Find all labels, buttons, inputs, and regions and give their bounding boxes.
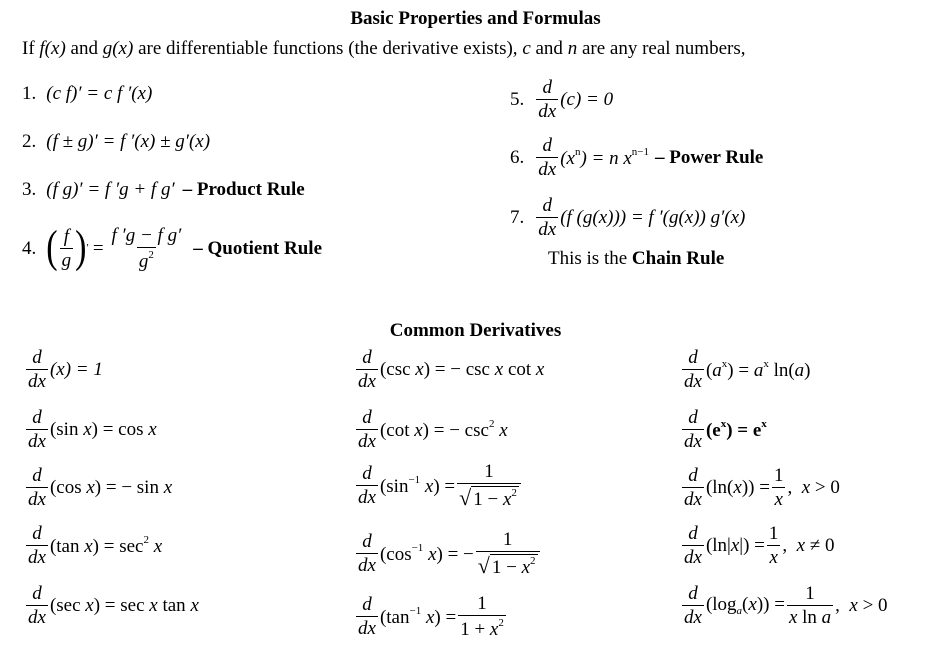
chain-rule-note [548,248,724,270]
intro-part-5: are any real numbers, [577,38,746,59]
property-number: 1. [22,83,37,104]
formula: $(x^n) = n$ $x^{n-1}$ [560,146,650,169]
derivative-tan: $\frac{d}{dx}$ (tan $x) = \sec^2 x$ [28,523,163,568]
property-2 [22,132,210,151]
property-number: 5. [510,89,525,110]
intro-part-1: If [22,38,40,59]
formula: ( $\frac{f}{g}$ ) ′ = $\frac{\text{f ′g − f g′}}{g^2}$ [46,222,182,273]
derivative-exp-a: $\frac{d}{dx}$ $(a^x) = a^x$ ln(a) [684,347,811,392]
derivative-cos: $\frac{d}{dx}$ (cos x) = − sin x [28,465,173,510]
property-6: 6. $\frac{d}{dx}$ $(x^n) = n$ $x^{n-1}$ – Power Rule [510,135,764,180]
property-3 [22,180,305,199]
chain-label: Chain Rule [631,248,725,269]
intro-part-3: are differentiable functions (the derivative exists), [133,38,523,59]
intro-f: f(x) [39,38,66,59]
property-5: 5. $\frac{d}{dx}$ (c) = 0 [510,77,614,122]
intro-part-4: and [530,38,568,59]
formula: (f g)′ = f ′g + f g′ [46,179,175,200]
page-title: Basic Properties and Formulas [350,8,601,29]
chain-prefix: This is the [548,248,632,269]
derivative-arcsin: $\frac{d}{dx}$ ($\sin^{-1}$ x) = 1 √ $1 - x^2$ [354,462,523,509]
intro-part-2: and [65,38,103,59]
rule-label: – Power Rule [655,147,764,168]
property-number: 2. [22,131,37,152]
property-number: 3. [22,179,37,200]
intro-g: g(x) [102,38,134,59]
property-number: 6. [510,147,525,168]
property-7: 7. $\frac{d}{dx}$ (f (g(x))) = f ′(g(x)) g′(x) [510,195,746,240]
formula: (f ± g)′ = f ′(x) ± g′(x) [46,131,211,152]
intro-n: n [567,38,578,59]
section-title: Common Derivatives [389,320,562,341]
property-number: 7. [510,207,525,228]
intro-text [22,38,745,60]
derivative-log-a: $\frac{d}{dx}$ $(\log_a(x))$ = $\frac{1}{\text{x ln a}}$ , x > 0 [684,583,888,628]
property-4 [22,222,323,273]
rule-label: – Product Rule [182,179,305,200]
formula: (c f)′ = c f ′(x) [46,83,153,104]
derivative-sin: $\frac{d}{dx}$ (sin x) = cos x [28,407,157,452]
derivative-sec: $\frac{d}{dx}$ (sec x) = sec x tan x [28,583,199,628]
formula: (f (g(x))) = f ′(g(x)) g′(x) [560,207,746,228]
derivative-csc: $\frac{d}{dx}$ (csc x) = − csc x cot x [358,347,545,392]
derivative-exp-e: $\frac{d}{dx}$ $(e^x) = e^x$ [684,407,767,452]
rule-label: – Quotient Rule [193,238,323,259]
derivative-ln-abs: $\frac{d}{dx}$ (ln|x|) = $\frac{1}{x}$ , x ≠ 0 [684,523,835,568]
derivative-cot: $\frac{d}{dx}$ (cot x) = − $\csc^2 x$ [358,407,508,452]
formula: (c) = 0 [560,89,614,110]
property-number: 4. [22,238,37,259]
derivative-x: $\frac{d}{dx}$ (x) = 1 [28,347,103,392]
intro-c: c [522,38,531,59]
property-1 [22,84,152,103]
derivative-arccos: $\frac{d}{dx}$ ($\cos^{-1}$ x) = − 1 √ $1 - x^2$ [354,530,542,577]
derivative-arctan: $\frac{d}{dx}$ ($\tan^{-1}$ x) = $\frac{1}{1 + x^2}$ [358,593,504,640]
derivative-ln: $\frac{d}{dx}$ (ln(x)) = $\frac{1}{x}$ , x > 0 [684,465,840,510]
